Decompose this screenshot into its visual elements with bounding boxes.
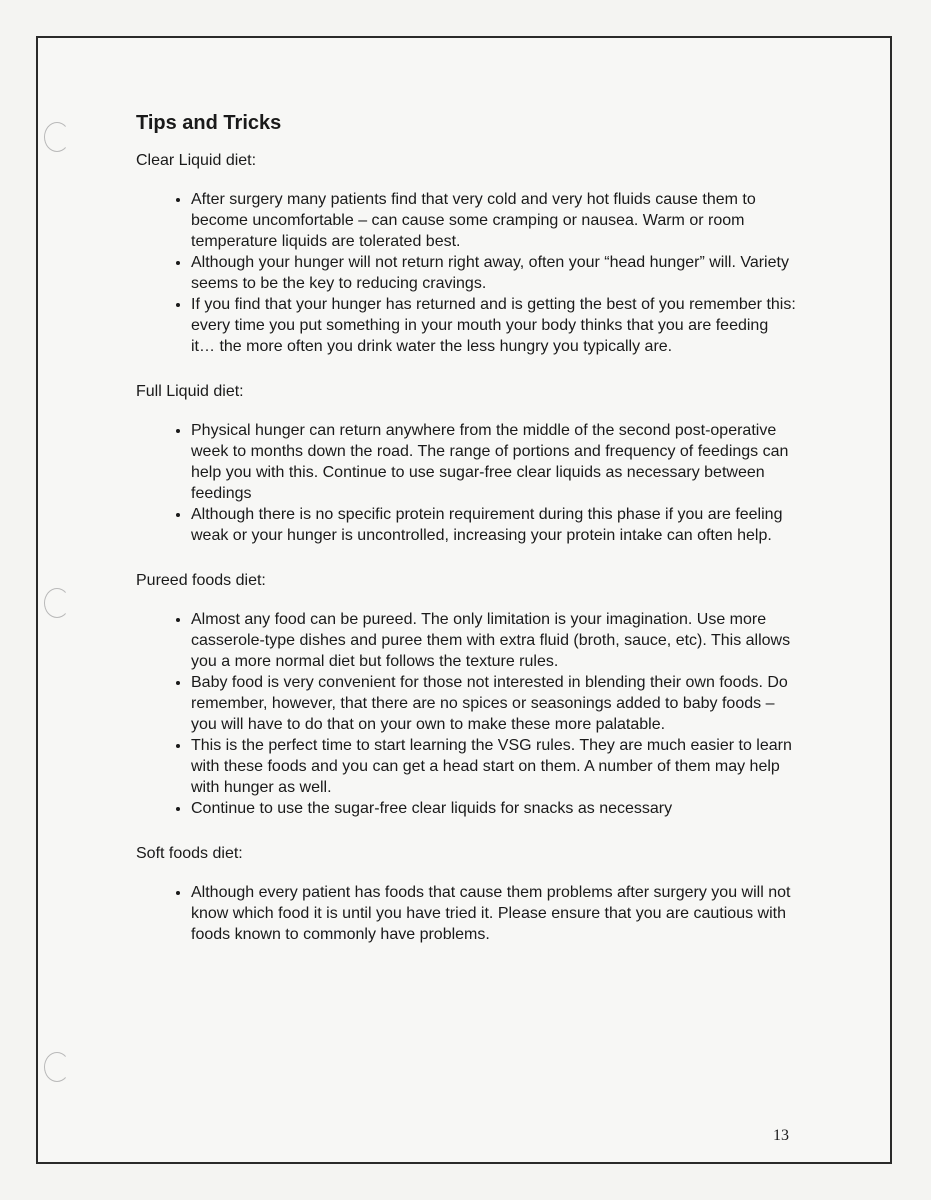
list-item: • If you find that your hunger has returned and is getting the best of you remember this: every time you put something in your mouth your body thinks that you are feeding it… the more often you drink water the less hungry you typically are. — [191, 294, 796, 357]
bullet-list — [136, 189, 796, 357]
page-number: 13 — [773, 1127, 789, 1144]
list-item: • Physical hunger can return anywhere from the middle of the second post-operative week to months down the road. The range of portions and frequency of feedings can help you with this. Continue to use sugar-free clear liquids as necessary between feedings — [191, 420, 796, 504]
section-label: Pureed foods diet: — [136, 572, 266, 589]
list-item: • Although there is no specific protein requirement during this phase if you are feeling weak or your hunger is uncontrolled, increasing your protein intake can often help. — [191, 504, 796, 546]
binder-hole — [44, 1052, 70, 1082]
section-label: Full Liquid diet: — [136, 383, 244, 400]
section-label: Clear Liquid diet: — [136, 152, 257, 169]
list-item: • Almost any food can be pureed. The only limitation is your imagination. Use more casserole-type dishes and puree them with extra fluid (broth, sauce, etc). This allows you a more normal diet but follows the texture rules. — [191, 609, 796, 672]
bullet-list — [136, 420, 796, 546]
section-clear-liquid — [136, 150, 796, 357]
page-content — [136, 110, 796, 969]
list-item: • Continue to use the sugar-free clear liquids for snacks as necessary — [191, 798, 796, 819]
section-soft-foods — [136, 843, 796, 945]
bullet-list — [136, 882, 796, 945]
list-item: • Although every patient has foods that cause them problems after surgery you will not know which food it is until you have tried it. Please ensure that you are cautious with foods known to commonly have problems. — [191, 882, 796, 945]
bullet-list — [136, 609, 796, 819]
section-full-liquid — [136, 381, 796, 546]
section-pureed-foods — [136, 570, 796, 819]
page-title: Tips and Tricks — [136, 112, 282, 134]
section-label: Soft foods diet: — [136, 845, 243, 862]
list-item: • This is the perfect time to start learning the VSG rules. They are much easier to learn with these foods and you can get a head start on them. A number of them may help with hunger as well. — [191, 735, 796, 798]
list-item: • Baby food is very convenient for those not interested in blending their own foods. Do remember, however, that there are no spices or seasonings added to baby foods – you will have to do that on your own to make these more palatable. — [191, 672, 796, 735]
list-item: • After surgery many patients find that very cold and very hot fluids cause them to become uncomfortable – can cause some cramping or nausea. Warm or room temperature liquids are tolerated best. — [191, 189, 796, 252]
list-item: • Although your hunger will not return right away, often your “head hunger” will. Variety seems to be the key to reducing cravings. — [191, 252, 796, 294]
binder-hole — [44, 588, 70, 618]
binder-hole — [44, 122, 70, 152]
